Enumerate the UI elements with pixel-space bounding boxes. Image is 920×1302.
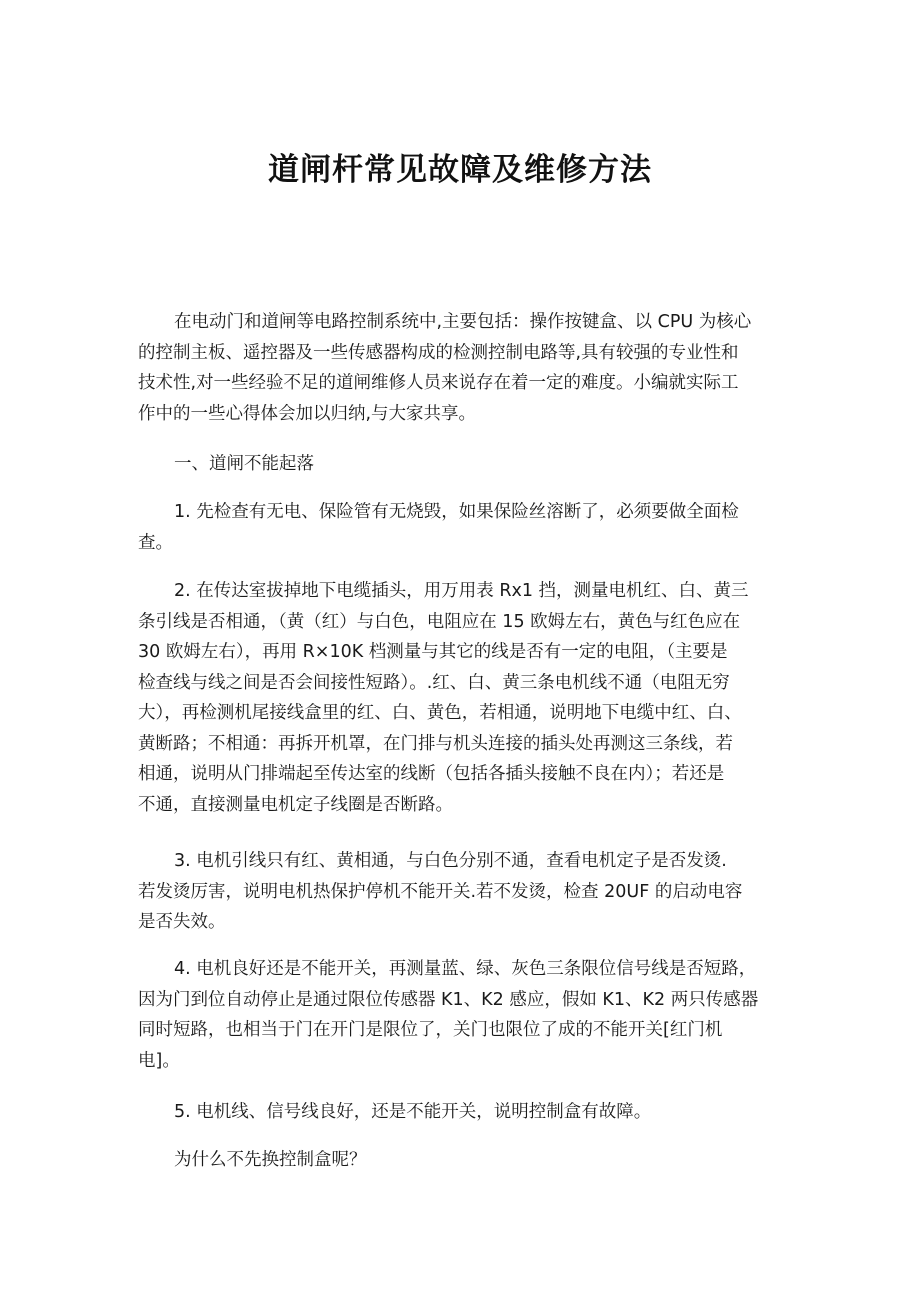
intro-paragraph bbox=[138, 307, 798, 429]
text-line: 技术性,对一些经验不足的道闸维修人员来说存在着一定的难度。小编就实际工 bbox=[138, 373, 739, 393]
text-line: 是否失效。 bbox=[138, 912, 226, 932]
text-line: 2. 在传达室拔掉地下电缆插头，用万用表 Rx1 挡，测量电机红、白、黄三 bbox=[174, 581, 749, 601]
item-5-paragraph bbox=[138, 1097, 798, 1128]
text-line: 黄断路；不相通：再拆开机罩，在门排与机头连接的插头处再测这三条线，若 bbox=[138, 733, 733, 754]
text-line: 大），再检测机尾接线盒里的红、白、黄色，若相通，说明地下电缆中红、白、 bbox=[138, 703, 742, 723]
text-line: 因为门到位自动停止是通过限位传感器 K1、K2 感应，假如 K1、K2 两只传感器 bbox=[138, 989, 759, 1010]
document-title: 道闸杆常见故障及维修方法 bbox=[268, 152, 652, 188]
text-line: 的控制主板、遥控器及一些传感器构成的检测控制电路等,具有较强的专业性和 bbox=[138, 342, 739, 363]
text-line: 在电动门和道闸等电路控制系统中,主要包括：操作按键盒、以 CPU 为核心 bbox=[174, 312, 752, 332]
text-line: 查。 bbox=[138, 532, 173, 553]
text-line: 不通，直接测量电机定子线圈是否断路。 bbox=[138, 794, 453, 815]
text-line: 相通，说明从门排端起至传达室的线断（包括各插头接触不良在内）；若还是 bbox=[138, 764, 725, 784]
text-line: 5. 电机线、信号线良好，还是不能开关，说明控制盒有故障。 bbox=[174, 1102, 652, 1122]
section-heading bbox=[138, 449, 798, 480]
text-line: 1. 先检查有无电、保险管有无烧毁，如果保险丝溶断了，必须要做全面检 bbox=[174, 502, 739, 522]
text-line: 30 欧姆左右），再用 R×10K 档测量与其它的线是否有一定的电阻，（主要是 bbox=[138, 642, 728, 662]
item-2-paragraph bbox=[138, 576, 798, 820]
text-line: 作中的一些心得体会加以归纳,与大家共享。 bbox=[138, 403, 477, 424]
text-line: 条引线是否相通，（黄（红）与白色，电阻应在 15 欧姆左右，黄色与红色应在 bbox=[138, 611, 741, 632]
text-line: 3. 电机引线只有红、黄相通，与白色分别不通，查看电机定子是否发烫. bbox=[174, 851, 727, 871]
text-line: 4. 电机良好还是不能开关，再测量蓝、绿、灰色三条限位信号线是否短路， bbox=[174, 959, 757, 979]
question-paragraph bbox=[138, 1145, 798, 1176]
text-line: 若发烫厉害，说明电机热保护停机不能开关.若不发烫，检查 20UF 的启动电容 bbox=[138, 881, 743, 902]
text-line: 同时短路，也相当于门在开门是限位了，关门也限位了成的不能开关[红门机 bbox=[138, 1020, 723, 1040]
item-3-paragraph bbox=[138, 846, 798, 938]
item-4-paragraph bbox=[138, 954, 798, 1076]
text-line: 为什么不先换控制盒呢？ bbox=[174, 1150, 367, 1170]
text-line: 一、道闸不能起落 bbox=[174, 454, 314, 474]
text-line: 电]。 bbox=[138, 1050, 180, 1071]
text-line: 检查线与线之间是否会间接性短路）。.红、白、黄三条电机线不通（电阻无穷 bbox=[138, 672, 730, 693]
item-1-paragraph bbox=[138, 497, 798, 558]
